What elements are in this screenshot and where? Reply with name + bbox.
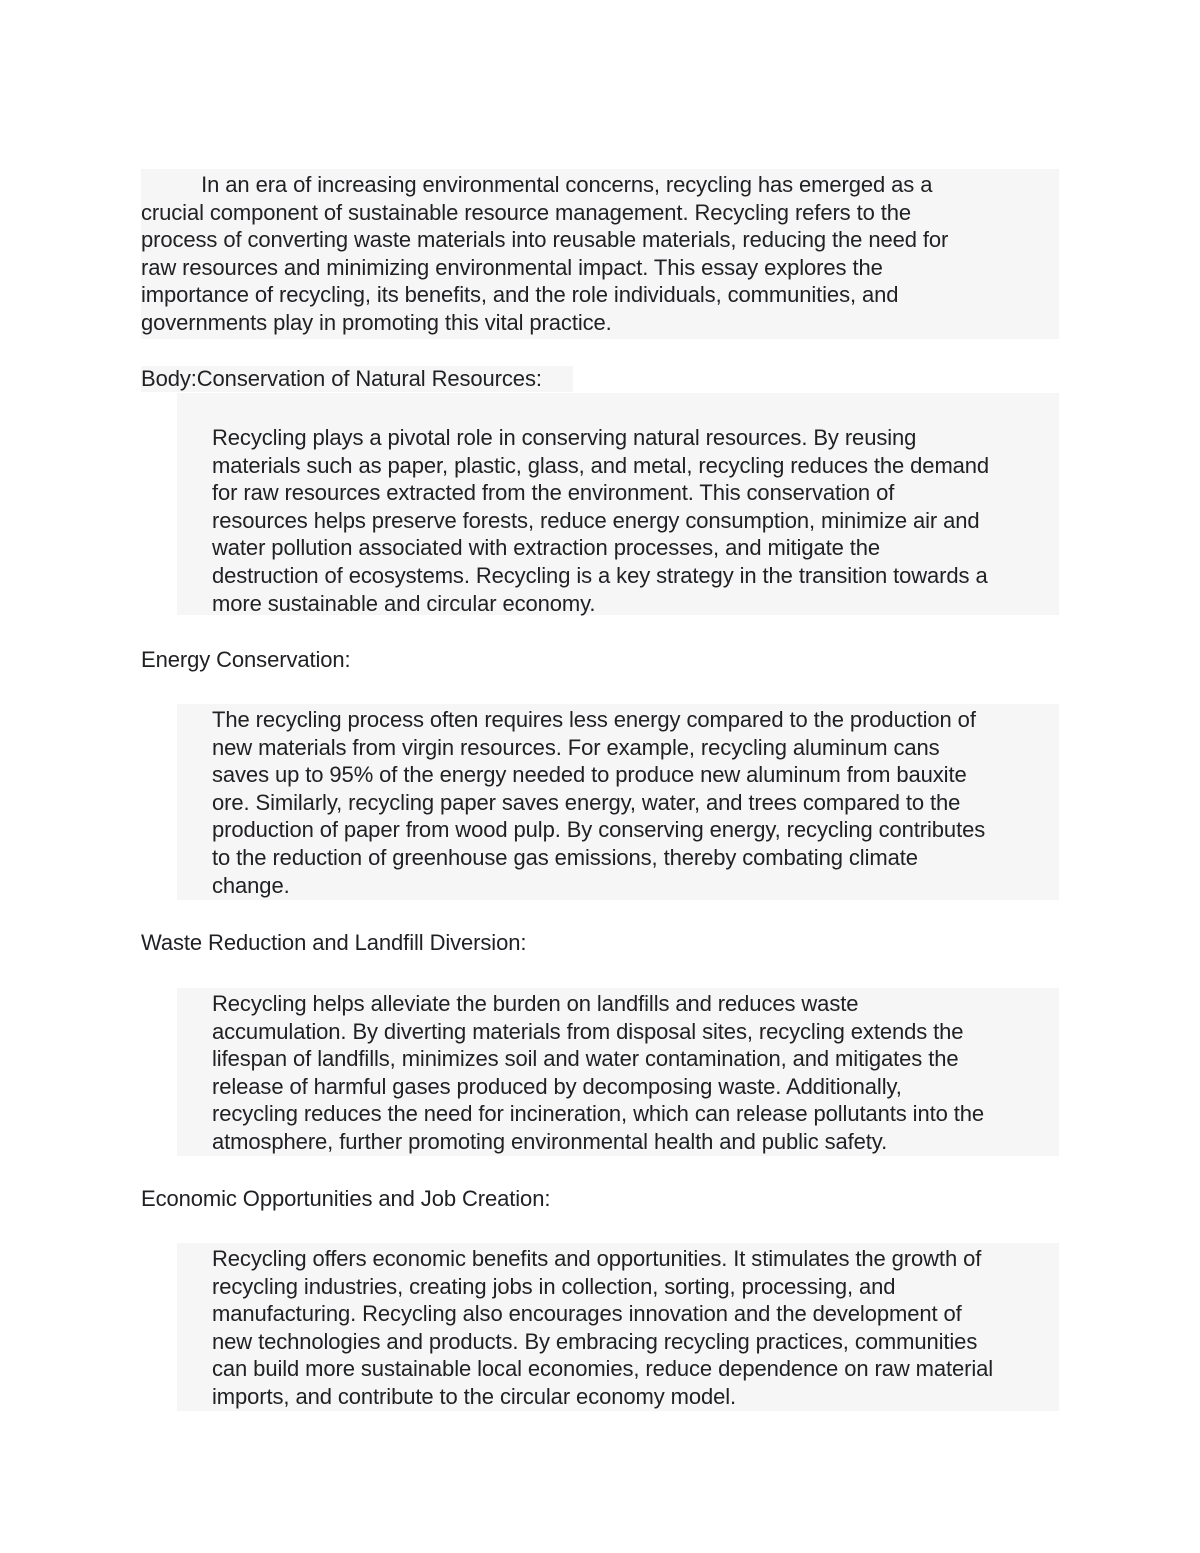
section-paragraph: The recycling process often requires less energy compared to the production of new materials from virgin resources. For example, recycling aluminum cans saves up to 95% of the energy needed to produce new aluminum from bauxite ore. Similarly, recycling paper saves energy, water, and trees compared to the production of paper from wood pulp. By conserving energy, recycling contributes to the reduction of greenhouse gas emissions, thereby combating climate change. (212, 707, 986, 898)
section-heading: Energy Conservation: (141, 647, 351, 672)
section-heading: Body:Conservation of Natural Resources: (141, 366, 542, 391)
section-paragraph: Recycling plays a pivotal role in conserving natural resources. By reusing materials such as paper, plastic, glass, and metal, recycling reduces the demand for raw resources extracted from the environment. This conservation of resources helps preserve forests, reduce energy consumption, minimize air and water pollution associated with extraction processes, and mitigate the destruction of ecosystems. Recycling is a key strategy in the transition towards a more sustainable and circular economy. (212, 425, 990, 616)
intro-paragraph: In an era of increasing environmental concerns, recycling has emerged as a crucial component of sustainable resource management. Recycling refers to the process of converting waste materials into reusable materials, reducing the need for raw resources and minimizing environmental impact. This essay explores the importance of recycling, its benefits, and the role individuals, communities, and governments play in promoting this vital practice. (141, 172, 949, 335)
section-heading: Economic Opportunities and Job Creation: (141, 1186, 551, 1211)
section-paragraph: Recycling helps alleviate the burden on landfills and reduces waste accumulation. By diverting materials from disposal sites, recycling extends the lifespan of landfills, minimizes soil and water contamination, and mitigates the release of harmful gases produced by decomposing waste. Additionally, recycling reduces the need for incineration, which can release pollutants into the atmosphere, further promoting environmental health and public safety. (212, 991, 985, 1154)
section-heading: Waste Reduction and Landfill Diversion: (141, 930, 527, 955)
section-paragraph: Recycling offers economic benefits and opportunities. It stimulates the growth of recycling industries, creating jobs in collection, sorting, processing, and manufacturing. Recycling also encourages innovation and the development of new technologies and products. By embracing recycling practices, communities can build more sustainable local economies, reduce dependence on raw material imports, and contribute to the circular economy model. (212, 1246, 994, 1409)
